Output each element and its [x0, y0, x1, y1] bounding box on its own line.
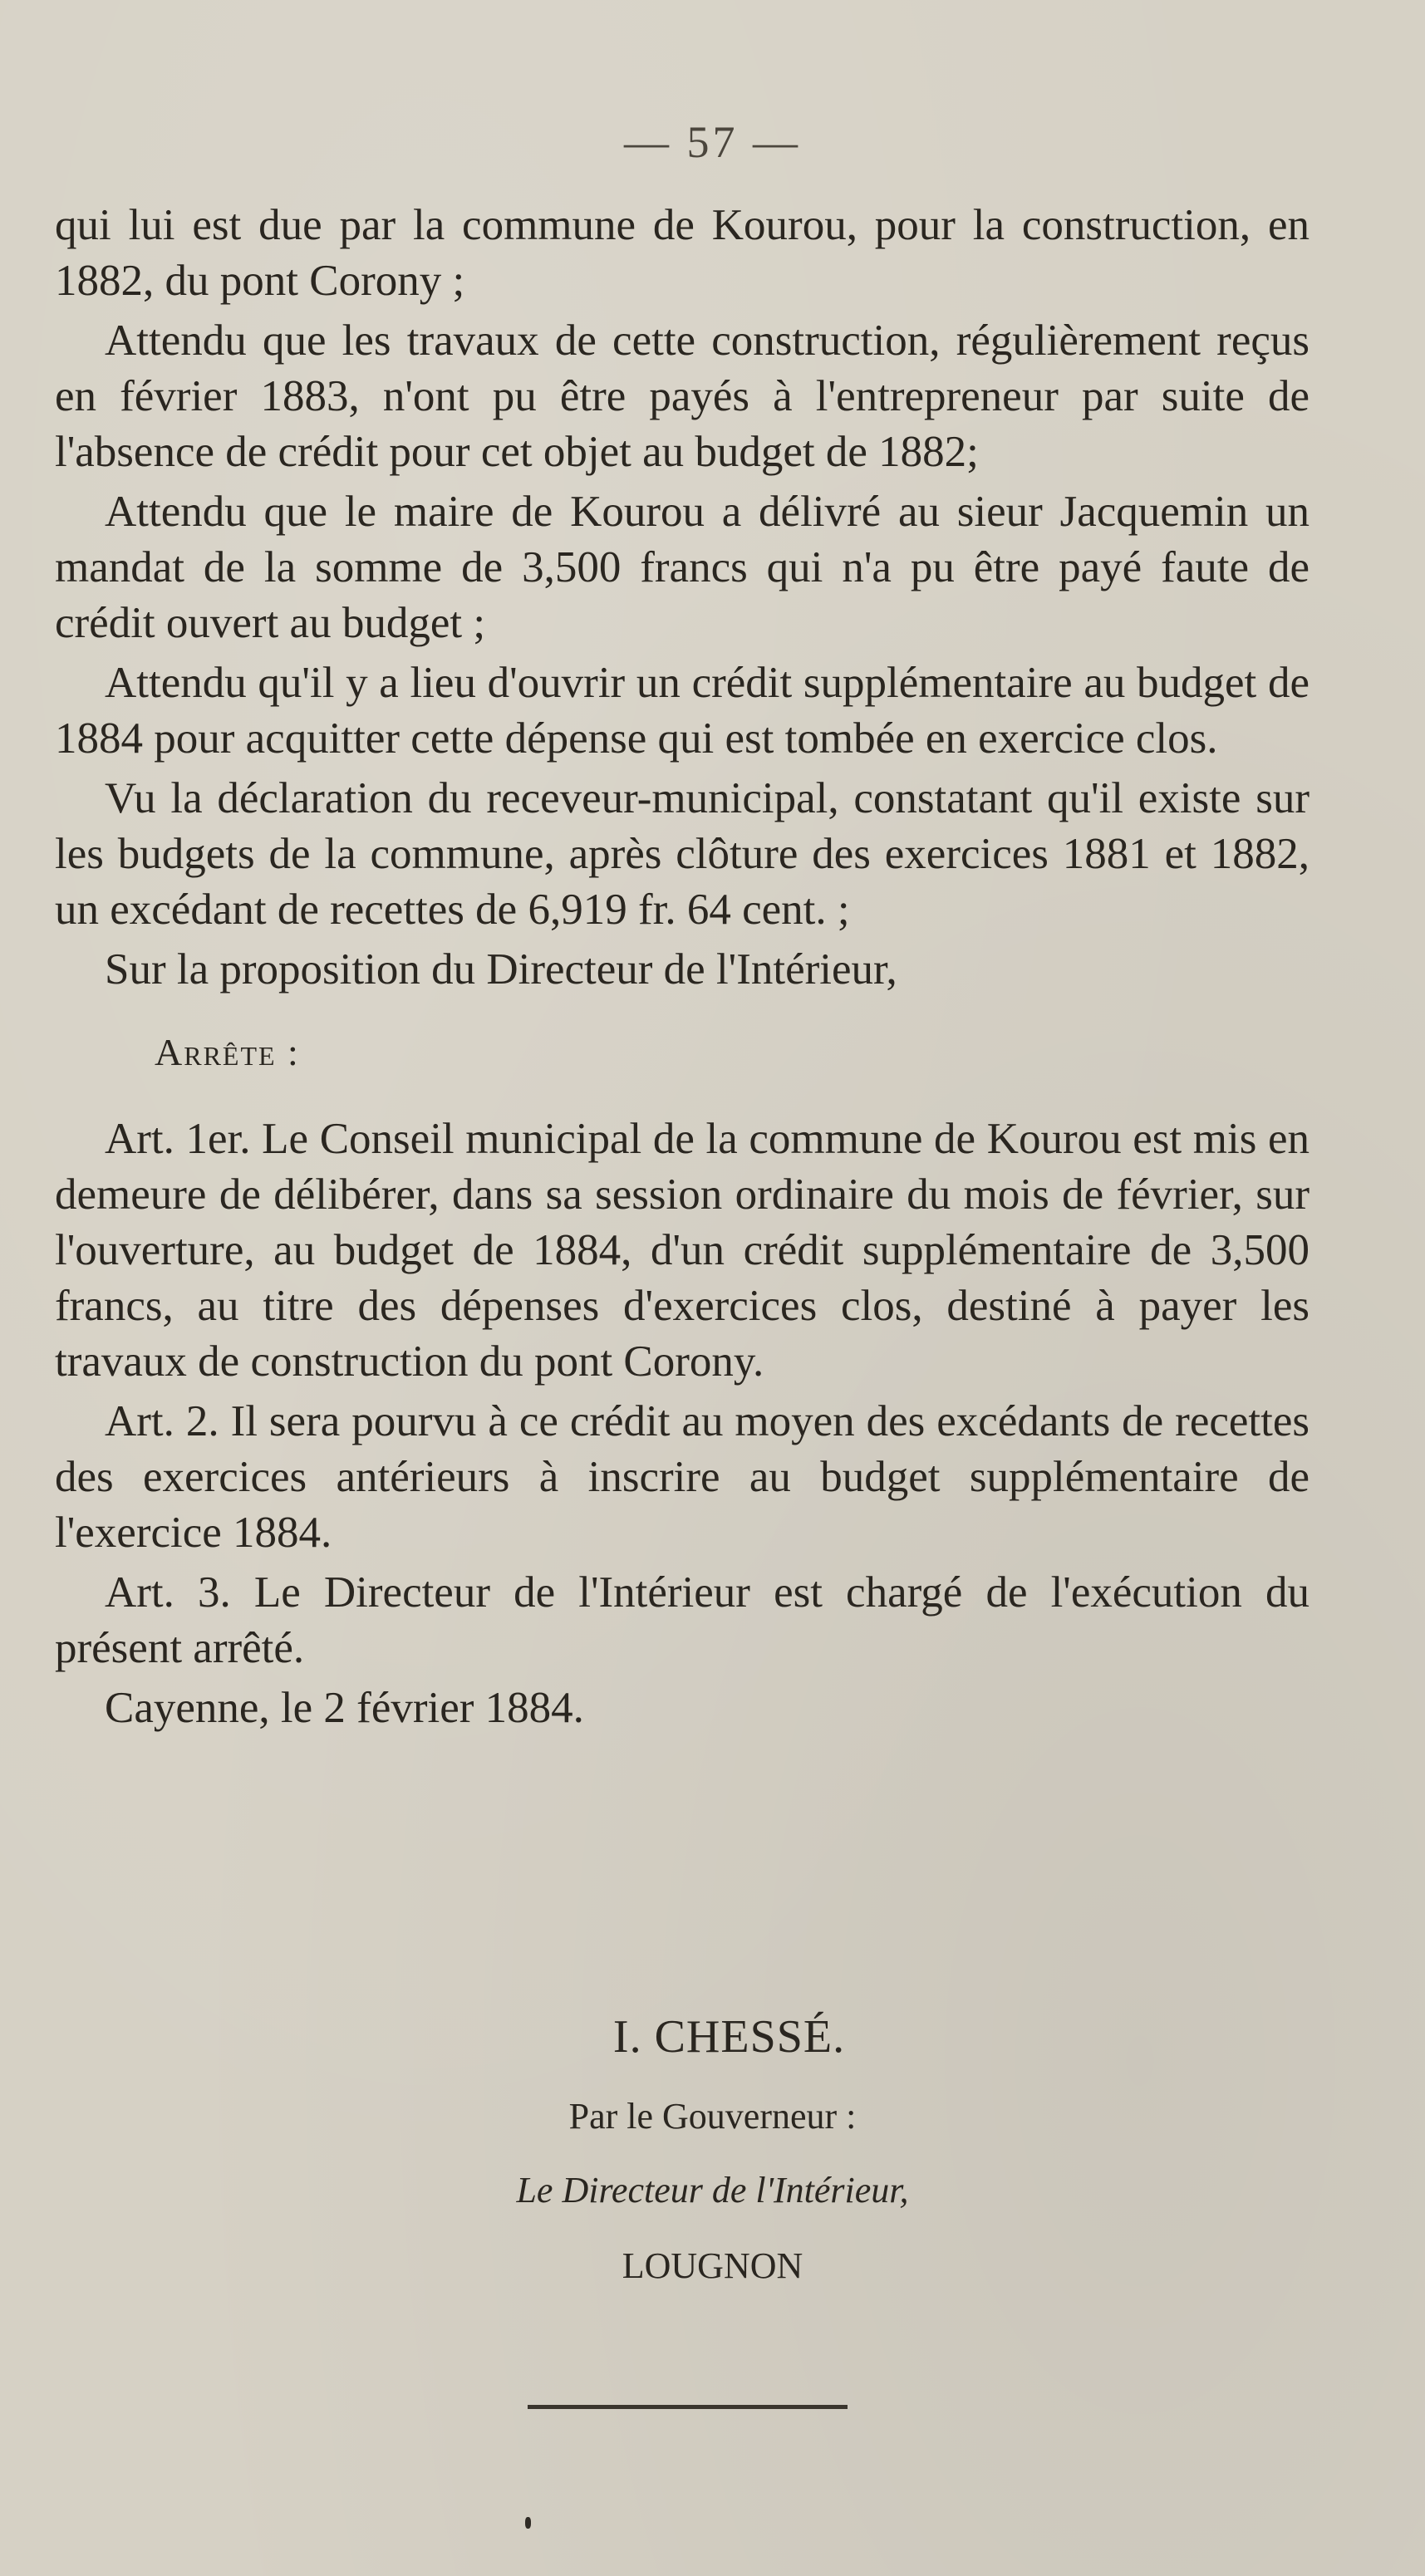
paragraph-attendu-credit: Attendu qu'il y a lieu d'ouvrir un crédit supplémentaire au budget de 1884 pour acquitter cette dépense qui est tombée en exercice clos.	[55, 659, 1310, 763]
official-title: Le Directeur de l'Intérieur,	[516, 2170, 909, 2210]
date-line: Cayenne, le 2 février 1884.	[105, 1684, 584, 1732]
closing-rule	[528, 2405, 848, 2409]
paragraph-attendu-travaux: Attendu que les travaux de cette construction, régulièrement reçus en février 1883, n'ont pu être payés à l'entrepreneur par suite de l'absence de crédit pour cet objet au budget de 1882;	[55, 316, 1310, 476]
official-name: LOUGNON	[622, 2245, 803, 2286]
paragraph-attendu-maire: Attendu que le maire de Kourou a délivré au sieur Jacquemin un mandat de la somme de 3,500 francs qui n'a pu être payé faute de crédit ouvert au budget ;	[55, 488, 1310, 647]
article-2: Art. 2. Il sera pourvu à ce crédit au moyen des excédants de recettes des exercices antérieurs à inscrire au budget supplémentaire de l'exercice 1884.	[55, 1397, 1310, 1557]
ink-speck	[525, 2517, 531, 2529]
paragraph-vu-declaration: Vu la déclaration du receveur-municipal, constatant qu'il existe sur les budgets de la commune, après clôture des exercices 1881 et 1882, un excédant de recettes de 6,919 fr. 64 cent. ;	[55, 774, 1310, 934]
paragraph-continuation: qui lui est due par la commune de Kourou, pour la construction, en 1882, du pont Corony ;	[55, 201, 1310, 305]
body-text	[55, 198, 1310, 1740]
page-number: — 57 —	[624, 117, 801, 167]
article-3: Art. 3. Le Directeur de l'Intérieur est chargé de l'exécution du présent arrêté.	[55, 1568, 1310, 1672]
article-1: Art. 1er. Le Conseil municipal de la commune de Kourou est mis en demeure de délibérer, dans sa session ordinaire du mois de février, sur l'ouverture, au budget de 1884, d'un crédit supplémentaire de 3,500 francs, au titre des dépenses d'exercices clos, destiné à payer les travaux de construction du pont Corony.	[55, 1115, 1310, 1386]
signatory-by-line: Par le Gouverneur :	[568, 2096, 857, 2137]
signatory-name: I. CHESSÉ.	[612, 2011, 846, 2063]
signature-block	[0, 2010, 1425, 2287]
arrete-heading: Arrête :	[155, 1031, 300, 1073]
paragraph-proposition: Sur la proposition du Directeur de l'Intérieur,	[105, 945, 897, 994]
